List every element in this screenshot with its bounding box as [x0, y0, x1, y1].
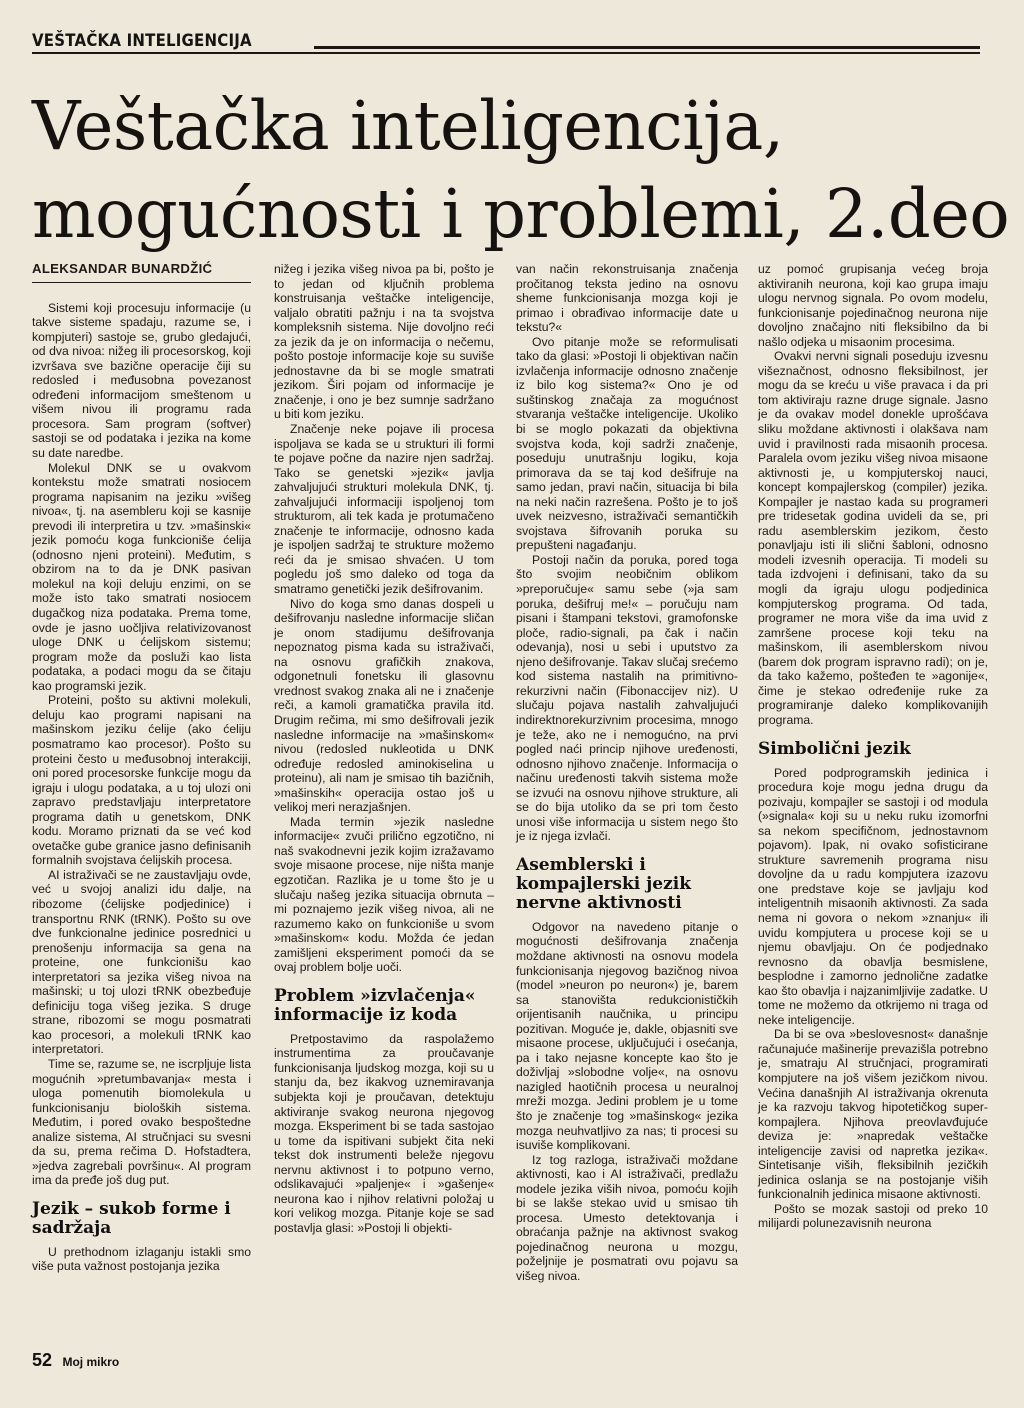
paragraph: Time se, razume se, ne iscrpljuje lista mogućnih »pretumbavanja« mesta i uloga pomenutih biomolekula u funkcionisanju bioloških sistema. Međutim, i pored ovako bespoštedne analize sistema, AI stručnjaci su svesni da su, prema rečima D. Hofstadtera, »jedva zagrebali površinu«. AI program ima da pređe još dug put. — [32, 1056, 251, 1188]
paragraph: AI istraživači se ne zaustavljaju ovde, već u svojoj analizi idu dalje, na ribozome (ćelijske podjedinice) i transportnu RNK (tRNK). Pošto su ove dve funkcionalne jedinice posrednici u prenošenju informacija sa gena na proteine, one funkcionišu kao interpretatori sa jezika višeg nivoa na mašinski; u toj ulozi tRNK obezbeđuje definiciju toga višeg jezika. S druge strane, ribozomi se mogu posmatrati kao procesori, a molekuli tRNK kao interpretatori. — [32, 867, 251, 1057]
section-label: VEŠTAČKA INTELIGENCIJA — [32, 30, 252, 51]
column-3 — [516, 262, 738, 1284]
byline-gap — [32, 289, 251, 301]
paragraph: Pošto se mozak sastoji od preko 10 milijardi polunezavisnih neurona — [758, 1201, 988, 1231]
magazine-name: Moj mikro — [62, 1355, 120, 1369]
paragraph: Nivo do koga smo danas dospeli u dešifrovanju nasledne informacije sličan je onom stadijumu dešifrovanja nepoznatog pisma kada su istraživači, na osnovu grafičkih znakova, odgonetnuli fonetsku ili glasovnu vrednost svakog znaka ali ne i značenje reči, a kamoli gramatička pravila itd. Drugim rečima, mi smo dešifrovali jezik nasledne informacije na »mašinskom« nivou (redosled nukleotida u DNK određuje redosled aminokiselina u proteinu), ali nam je smisao tih bazičnih, »mašinskih« operacija ostao još u velikoj meri nerazjašnjen. — [274, 596, 494, 815]
paragraph: van način rekonstruisanja značenja pročitanog teksta jedino na osnovu sheme funkcionisanja mozga koji je primao i obrađivao informacije date u tekstu?« — [516, 262, 738, 335]
header-rule — [314, 46, 980, 49]
column-4 — [758, 262, 988, 1231]
paragraph: Ovo pitanje može se reformulisati tako da glasi: »Postoji li objektivan način izvlačenja informacije odnosno značenje iz bilo kog sistema?« Ono je od suštinskog značaja za mogućnost stvaranja veštačke inteligencije. Ukoliko bi se moglo pokazati da objektivna svojstva koda, koji sadrži značenje, poseduju unutrašnju logiku, koja primorava da se taj kod dešifruje na samo jedan, pravi način, situacija bi bila na neki način razrešena. Pošto je to još uvek neizvesno, istraživači semantičkih svojstava šifrovanih poruka su prepušteni nagađanju. — [516, 334, 738, 553]
paragraph: Da bi se ova »beslovesnost« današnje računajuće mašinerije prevazišla potrebno je, smatraju AI stručnjaci, programirati kompjutere na još višem jezičkom nivou. Većina današnjih AI istraživanja okrenuta je ka razvoju takvog hipotetičkog super-kompajlera. Njihova preovlavđujuće deviza je: »napredak veštačke inteligencije zavisi od napretka jezika«. Sintetisanje viših, fleksibilnih jezičkih jedinica oslanja se na postojanje viših funkcionalnih jedinica misaone aktivnosti. — [758, 1027, 988, 1202]
paragraph: Proteini, pošto su aktivni molekuli, deluju kao programi napisani na mašinskom jeziku ćelije (ako ćeliju posmatramo kao procesor). Pošto su proteini često u međusobnoj interakciji, oni pored procesorske funkcije mogu da igraju i ulogu podataka, a u toj ulozi oni zapravo predstavljaju interpretatore programa datih u genetskom, DNK kodu. Moramo priznati da se već kod ovetačke gube granice jasno definisanih formalnih svojstava ćelijskih procesa. — [32, 693, 251, 868]
paragraph: Mada termin »jezik nasledne informacije« zvuči prilično egzotično, ni naš svakodnevni jezik kojim izražavamo svoje misaone procese, nije ništa manje egzotičan. Razlika je u tome što je u slučaju našeg jezika situacija obrnuta – mi poznajemo jezik višeg nivoa, ali ne razumemo kako on funkcioniše u svom »mašinskom« kodu. Možda će jedan zamišljeni eksperiment pomoći da se ovaj problem bolje uoči. — [274, 814, 494, 975]
paragraph: nižeg i jezika višeg nivoa pa bi, pošto je to jedan od ključnih problema konstruisanja veštačke inteligencije, valjalo obratiti pažnju i na ta svojstva kompleksnih sistema. Nije dovoljno reći za jezik da je on informacija o nečemu, pošto postoje informacije koje su suviše jednostavne da bi se mogle smatrati jezikom. Širi pojam od informacije je značenje, i ono je bez sumnje sadržano u biti kom jeziku. — [274, 262, 494, 422]
paragraph: uz pomoć grupisanja većeg broja aktiviranih neurona, koji kao grupa imaju ulogu nervnog signala. Po ovom modelu, funkcionisanje pojedinačnog neurona nije dovoljno značajno niti fleksibilno da bi našlo odjeka u misaonim procesima. — [758, 262, 988, 349]
paragraph: Iz tog razloga, istraživači moždane aktivnosti, kao i AI istraživači, predlažu modele jezika viših nivoa, pomoću kojih bi se lakše stekao uvid u smisao tih procesa. Umesto detektovanja i obraćanja pažnje na aktivnost svakog pojedinačnog neurona u mozgu, poželjnije je posmatrati ovu pojavu sa višeg nivoa. — [516, 1152, 738, 1283]
title-line-1: Veštačka inteligencija, — [32, 87, 784, 165]
header-rule-bottom — [32, 52, 980, 54]
running-head — [32, 30, 980, 54]
subhead-problem: Problem »izvlačenja« informacije iz koda — [274, 985, 476, 1025]
page-number: 52 — [32, 1350, 53, 1370]
paragraph: Pored podprogramskih jedinica i procedura koje mogu jedna drugu da pozivaju, kompajler se sastoji i od modula (»signala« koji su u neku ruku izomorfni sa nekom specifičnom, jednostavnom pojavom). Ipak, ni ovako sofisticirane strukture savremenih programa nisu dovoljne da u radu kompjutera izazovu one predstave koje se javljaju kod inteligentnih misaonih aktivnosti. Za sada nema ni govora o nekom »znanju« ili uvidu kompjutera u procese koji se u njemu obavljaju. On će podjednako revnosno da obavlja besmislene, besplodne i zamorno jednolične zadatke kao što obavlja i najzanimljivije zadatke. U tome ne možemo da otkrijemo ni traga od neke inteligencije. — [758, 765, 988, 1027]
page-footer — [32, 1350, 119, 1374]
article-title — [32, 82, 1010, 258]
subhead-simbolicni: Simbolični jezik — [758, 738, 911, 759]
column-1 — [32, 262, 251, 1274]
column-2 — [274, 262, 494, 1235]
author-byline: ALEKSANDAR BUNARDŽIĆ — [32, 262, 251, 283]
paragraph: Sistemi koji procesuju informacije (u takve sisteme spadaju, razume se, i kompjuteri) sastoje se, grubo gledajući, od dva nivoa: nižeg ili procesorskog, koji izvršava sve bazične operacije čiji su redosled i međusobna povezanost određeni informacijom smeštenom u višem nivou ili programu rada procesora. Sam program (softver) sastoji se od podataka i jezika na kome su date naredbe. — [32, 300, 251, 461]
col1-body — [32, 301, 251, 1188]
paragraph: Molekul DNK se u ovakvom kontekstu može smatrati nosiocem programa napisanim na jeziku »višeg nivoa«, tj. na asembleru koji se kasnije prevodi ili interpretira u tzv. »mašinski« jezik pomoću koga funkcioniše ćelija (odnosno njeni proteini). Međutim, s obzirom na to da je DNK pasivan molekul na koji deluju enzimi, on se može isto tako smatrati nosiocem dugačkog niza podataka. Prema tome, ovde je jasno uočljiva relativizovanost uloge DNK u ćelijskom sistemu; program može da posluži kao lista podataka, a podaci mogu da se čitaju kao programski jezik. — [32, 460, 251, 693]
subhead-asemblerski: Asemblerski i kompajlerski jezik nervne aktivnosti — [516, 854, 691, 913]
paragraph: Postoji način da poruka, pored toga što svojim neobičnim oblikom »preporučuje« samu sebe (»ja sam poruka, dešifruj me!« – poručuju nam pisani i štampani tekstovi, gramofonske ploče, radio-signali, pa čak i način odevanja), nosi u sebi i uputstvo za njeno dešifrovanje. Takav slučaj srećemo kod sistema nastalih na primitivno-rekurzivni način (Fibonaccijev niz). U slučaju pojava nastalih zahvaljujući indirektnorekurzivnim procesima, mnogo je teže, ako ne i nemogućno, na prvi pogled naći princip njihove uređenosti, odnosno njihovo značenje. Informacija o načinu uređenosti takvih sistema može se izvući na osnovu njihove strukture, ali se do bija utoliko da se pri tom često unosi više informacija u sistem nego što je iz njega izvlači. — [516, 552, 738, 844]
subhead-jezik: Jezik – sukob forme i sadržaja — [32, 1198, 231, 1238]
paragraph: Značenje neke pojave ili procesa ispoljava se kada se u strukturi ili formi te pojave počne da nazire njen sadržaj. Tako se genetski »jezik« javlja zahvaljujući strukturi molekula DNK, tj. zahvaljujući informaciji ispoljenoj tom strukturom, ali tek kada je protumačeno značenje te informacije, odnosno kada je ispoljen sadržaj te strukture možemo reći da je smisao shvaćen. U tom pogledu još smo daleko od toga da smatramo genetički jezik dešifrovanim. — [274, 422, 494, 597]
paragraph: Odgovor na navedeno pitanje o mogućnosti dešifrovanja značenja moždane aktivnosti na osnovu modela funkcionisanja njegovog bazičnog nivoa (model »neuron po neuron«) je, barem sa stanovišta redukcionističkih orijentisanih naučnika, u principu pozitivan. Moguće je, dakle, objasniti sve misaone procese, uključujući i osećanja, pa i tako nejasne koncepte kao što je doživljaj »slobodne volje«, na osnovu nazigled haotičnih procesa u neuralnoj mreži mozga. Jedini problem je u tome što je značenje tog »mašinskog« jezika mozga neuhvatljivo za nas; ti procesi su isuviše komplikovani. — [516, 919, 738, 1153]
paragraph: U prethodnom izlaganju istakli smo više puta važnost postojanja jezika — [32, 1244, 251, 1274]
paragraph: Pretpostavimo da raspolažemo instrumentima za proučavanje funkcionisanja ljudskog mozga, koji su u stanju da, bez ikakvog uznemiravanja subjekta koji je proučavan, detektuju aktiviranje svakog neurona njegovog mozga. Eksperiment bi se tada sastojao u tome da ispitivani subjekt čita neki tekst dok instrumenti beleže njegovu nervnu aktivnost i to potpuno verno, odslikavajući »paljenje« i »gašenje« neurona kao i njihov relativni položaj u kori velikog mozga. Pitanje koje se sad postavlja glasi: »Postoji li objekti- — [274, 1031, 494, 1235]
title-line-2: mogućnosti i problemi, 2.deo — [32, 175, 1010, 253]
paragraph: Ovakvi nervni signali poseduju izvesnu višeznačnost, odnosno fleksibilnost, jer mogu da se kreću u više pravaca i da pri tom aktiviraju razne druge signale. Jasno je da ovakav model donekle uprošćava sliku moždane aktivnosti i olakšava nam uvid i pravilnosti rada misaonih procesa. Paralela ovom jeziku višeg nivoa misaone aktivnosti je, u kompjuterskoj nauci, koncept kompajlerskog (compiler) jezika. Kompajler je nastao kada su programeri pre tridesetak godina uvideli da se, pri radu asemblerskim jezikom, često ponavljaju isti ili slični šabloni, odnosno modeli izvesnih operacija. Ti modeli su tada izdvojeni i definisani, tako da su mogli da igraju ulogu podjedinica kompjuterskog programa. Od tada, programer ne mora više da ima uvid z zamršene procese koji teku na mašinskom, ili asemblerskom nivou (barem dok program ispravno radi); on je, da tako kažemo, pošteđen te »agonije«, čime je stekao određenije ruke za programiranje daleko komplikovanijih programa. — [758, 349, 988, 727]
